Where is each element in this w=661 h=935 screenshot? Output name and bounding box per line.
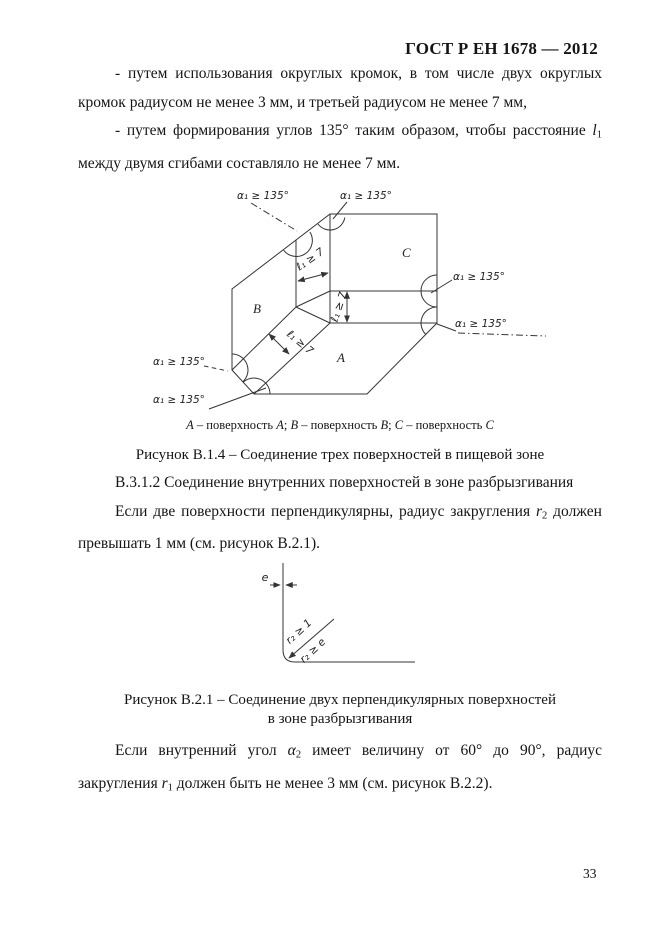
surface-label-b: B: [253, 301, 261, 316]
thickness-label: e: [261, 571, 269, 584]
paragraph-inner-angle: [78, 737, 602, 803]
text-segment: закругления: [78, 774, 162, 792]
text-segment: - путем использования округлых кромок, в том числе двух округлых: [115, 65, 602, 82]
text-segment: A: [186, 418, 194, 432]
paragraph-135-angles: [78, 117, 602, 178]
angle-arc-right-lower: [421, 307, 437, 334]
text-segment: должен: [547, 502, 602, 520]
text-segment: B: [380, 418, 389, 432]
standard-code-header: ГОСТ Р ЕН 1678 — 2012: [405, 39, 598, 58]
text-segment: – поверхность: [193, 418, 277, 432]
figure-b21-caption: [78, 691, 602, 728]
text-segment: 2: [295, 749, 302, 761]
text-segment: кромок радиусом не менее 3 мм, и третьей радиусом не менее 7 мм,: [78, 93, 527, 111]
figure-b21-caption-line2: в зоне разбрызгивания: [267, 710, 413, 727]
text-segment: A: [276, 418, 284, 432]
radius-label-1: r₂ ≥ 1: [283, 616, 315, 647]
angle-label-top: α₁ ≥ 135°: [340, 190, 392, 202]
text-segment: - путем формирования углов 135° таким образом, чтобы расстояние: [115, 122, 593, 139]
text-segment: между двумя сгибами составляло не менее 7 мм.: [78, 154, 401, 172]
text-segment: 2: [542, 509, 548, 521]
angle-label-right-lower: α₁ ≥ 135°: [455, 318, 507, 330]
surface-label-a: A: [337, 350, 345, 365]
leader-line-1: [251, 203, 297, 231]
intro-paragraphs: [78, 60, 602, 178]
text-segment: B: [290, 418, 299, 432]
leader-line-4-ext: [458, 333, 546, 336]
dim-label-vertical-band: ℓ₁ ≥ 7: [294, 245, 327, 274]
corner-triangle-facet: [296, 291, 330, 323]
bevel-band-diagonal: [232, 307, 330, 394]
figure-b14-legend: [78, 417, 602, 433]
text-segment: превышать 1 мм (см. рисунок В.2.1).: [78, 535, 321, 553]
text-segment: имеет величину от 60° до 90°, радиус: [301, 742, 603, 759]
angle-label-bottom: α₁ ≥ 135°: [153, 394, 205, 406]
text-segment: l: [592, 122, 597, 139]
text-segment: В.3.1.2 Соединение внутренних поверхностей в зоне разбрызгивания: [115, 474, 574, 491]
figure-b21-diagram: [230, 558, 450, 693]
angle-arc-top: [318, 218, 345, 230]
text-segment: C: [485, 418, 494, 432]
radius-label-2: r₂ ≥ e: [297, 636, 329, 666]
surface-label-c: C: [402, 245, 411, 260]
leader-line-6: [209, 388, 266, 409]
leader-line-5: [204, 366, 228, 371]
closing-paragraph-block: [78, 737, 602, 803]
heading-b312: [78, 469, 602, 498]
text-segment: – поверхность: [403, 418, 486, 432]
text-segment: – поверхность: [298, 418, 381, 432]
text-segment: α: [287, 742, 296, 759]
figure-b14-caption: Рисунок В.1.4 – Соединение трех поверхностей в пищевой зоне: [135, 447, 545, 463]
leader-line-4: [437, 324, 456, 331]
section-b312: [78, 469, 602, 559]
dim-arrow-vertical-band: [298, 273, 328, 281]
corner-profile: [283, 563, 415, 662]
page-number: 33: [583, 866, 597, 881]
text-segment: Если две поверхности перпендикулярны, радиус закругления: [115, 502, 536, 520]
text-segment: Если внутренний угол: [115, 742, 288, 759]
text-segment: r: [535, 502, 542, 520]
paragraph-round-edges: [78, 60, 602, 117]
text-segment: 1: [596, 129, 602, 141]
dim-label-diagonal-band: ℓ₁ ≥ 7: [284, 328, 316, 358]
leader-line-3: [431, 280, 452, 293]
paragraph-perpendicular: [78, 498, 602, 559]
angle-label-top-left: α₁ ≥ 135°: [237, 190, 289, 202]
text-segment: 1: [167, 782, 173, 794]
text-segment: ;: [388, 418, 395, 432]
text-segment: ;: [283, 418, 291, 432]
text-segment: C: [394, 418, 404, 432]
leader-line-2: [333, 202, 347, 219]
figure-b14-diagram: [150, 178, 550, 423]
text-segment: должен быть не менее 3 мм (см. рисунок В.2.2).: [172, 774, 493, 792]
angle-label-left-lower: α₁ ≥ 135°: [153, 356, 205, 368]
text-segment: r: [161, 774, 168, 792]
dim-label-horizontal-band: ℓ₁ ≥ 7: [328, 290, 350, 324]
figure-b21-caption-line1: Рисунок В.2.1 – Соединение двух перпендикулярных поверхностей: [124, 692, 556, 708]
angle-label-right-upper: α₁ ≥ 135°: [453, 271, 505, 283]
